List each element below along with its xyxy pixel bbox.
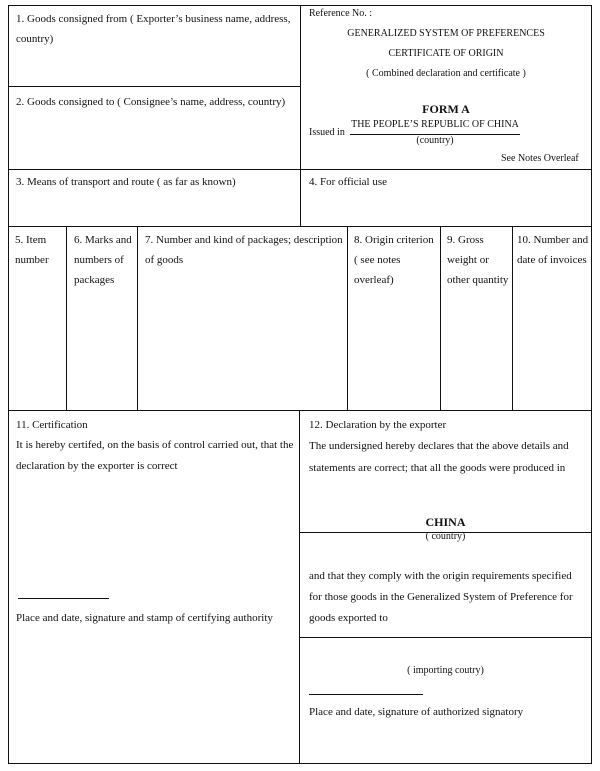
divider — [9, 226, 591, 227]
column-invoices: 10. Number and date of invoices — [517, 234, 589, 266]
certificate-form — [8, 5, 592, 764]
divider — [512, 226, 513, 410]
box3-label: 3. Means of transport and route ( as far as known) — [16, 176, 236, 188]
title-gsp: GENERALIZED SYSTEM OF PREFERENCES — [347, 28, 545, 39]
reference-label: Reference No. : — [309, 8, 373, 19]
divider — [300, 637, 591, 638]
box4-label: 4. For official use — [309, 176, 388, 188]
divider — [299, 410, 300, 763]
declaration-text: The undersigned hereby declares that the above details and statements are correct; that all the goods were produced in — [309, 440, 569, 474]
declaration-country-caption: ( country) — [425, 531, 466, 542]
divider — [9, 86, 301, 87]
box2-label: 2. Goods consigned to ( Consignee’s name, address, country) — [16, 96, 286, 108]
column-packages-description: 7. Number and kind of packages; description of goods — [145, 234, 343, 266]
title-subtitle: ( Combined declaration and certificate ) — [366, 68, 526, 79]
divider — [66, 226, 67, 410]
divider — [9, 410, 591, 411]
form-a-label: FORM A — [422, 102, 470, 116]
divider — [347, 226, 348, 410]
column-item-number: 5. Item number — [15, 234, 49, 266]
issued-in-label: Issued in — [309, 127, 345, 138]
divider — [440, 226, 441, 410]
divider — [137, 226, 138, 410]
certification-title: 11. Certification — [16, 419, 88, 431]
certifying-signature-line — [18, 598, 109, 599]
importing-country-caption: ( importing coutry) — [407, 665, 484, 676]
declaration-title: 12. Declaration by the exporter — [309, 419, 447, 431]
declaration-text-2: and that they comply with the origin requirements specified for those goods in the Generalized System of Preference for goods exported to — [309, 570, 573, 624]
declaration-country: CHINA — [425, 515, 466, 529]
column-origin-criterion: 8. Origin criterion ( see notes overleaf) — [354, 234, 434, 286]
authorized-signature-line — [309, 694, 423, 695]
see-notes-label: See Notes Overleaf — [501, 153, 579, 164]
column-gross-weight: 9. Gross weight or other quantity — [447, 234, 509, 286]
certification-text: It is hereby certifed, on the basis of control carried out, that the declaration by the exporter is correct — [16, 439, 294, 472]
authorized-signature-label: Place and date, signature of authorized signatory — [309, 706, 524, 718]
issued-country-name: THE PEOPLE’S REPUBLIC OF CHINA — [351, 119, 519, 130]
box1-label: 1. Goods consigned from ( Exporter’s business name, address, country) — [16, 13, 291, 45]
issued-country-caption: (country) — [416, 135, 454, 146]
title-certificate: CERTIFICATE OF ORIGIN — [388, 48, 504, 59]
column-marks: 6. Marks and numbers of packages — [74, 234, 132, 286]
certifying-signature-label: Place and date, signature and stamp of certifying authority — [16, 612, 273, 624]
